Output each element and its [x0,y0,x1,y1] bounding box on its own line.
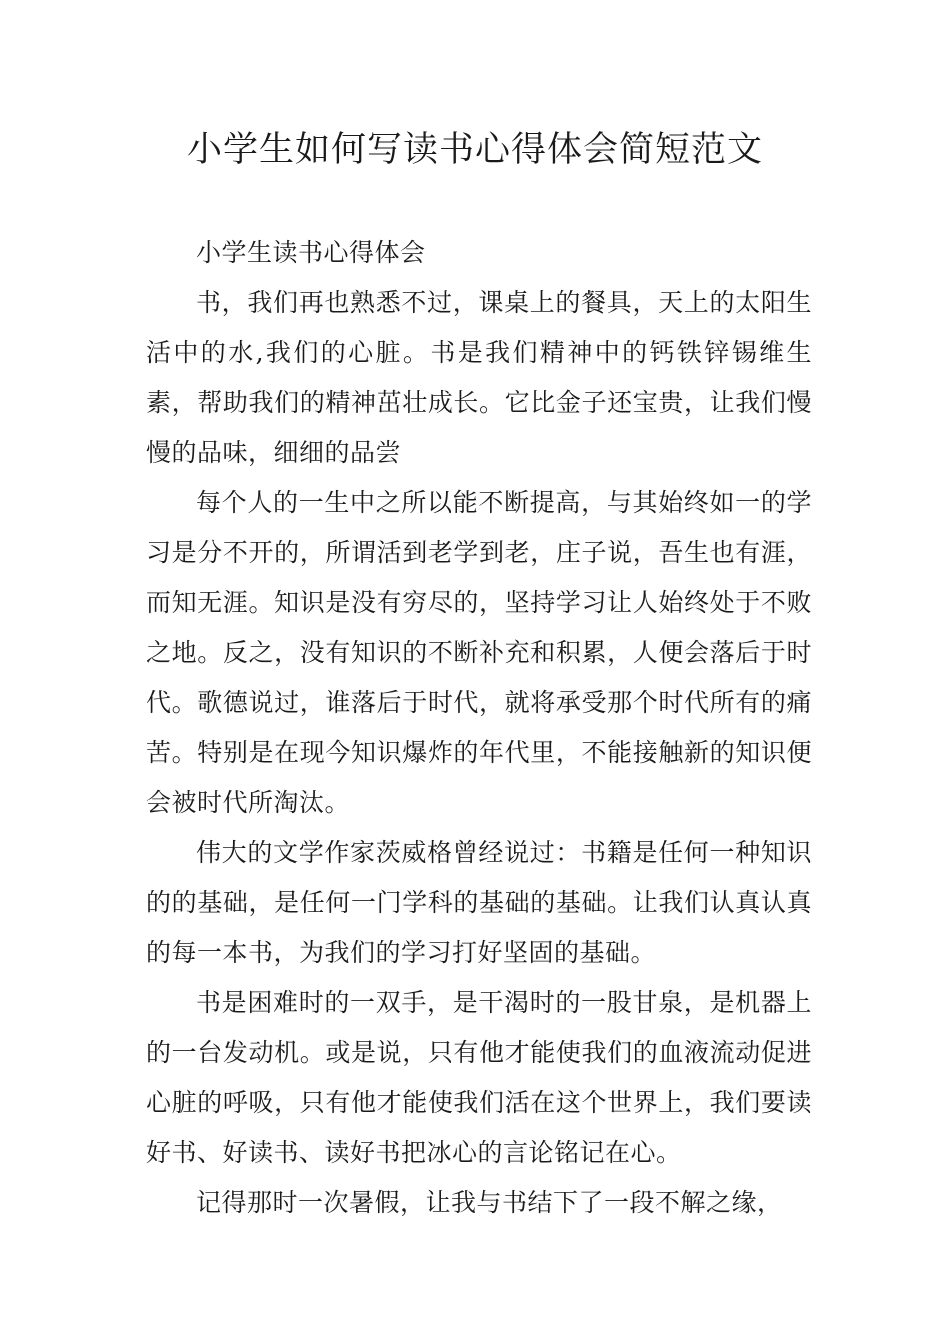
document-title: 小学生如何写读书心得体会简短范文 [186,130,763,170]
body-paragraph: 书，我们再也熟悉不过，课桌上的餐具，天上的太阳生活中的水,我们的心脏。书是我们精神中的钙铁锌锡维生素，帮助我们的精神茁壮成长。它比金子还宝贵，让我们慢慢的品味，细细的品尝 [146,288,812,467]
body-paragraph: 伟大的文学作家茨威格曾经说过：书籍是任何一种知识的的基础，是任何一门学科的基础的基础。让我们认真认真的每一本书，为我们的学习打好坚固的基础。 [146,838,812,967]
body-paragraph: 每个人的一生中之所以能不断提高，与其始终如一的学习是分不开的，所谓活到老学到老，庄子说，吾生也有涯，而知无涯。知识是没有穷尽的，坚持学习让人始终处于不败之地。反之，没有知识的不断补充和积累，人便会落后于时代。歌德说过，谁落后于时代，就将承受那个时代所有的痛苦。特别是在现今知识爆炸的年代里，不能接触新的知识便会被时代所淘汰。 [146,488,812,817]
subtitle-paragraph: 小学生读书心得体会 [196,238,426,267]
document-body [146,228,812,1228]
body-paragraph: 书是困难时的一双手，是干渴时的一股甘泉，是机器上的一台发动机。或是说，只有他才能使我们的血液流动促进心脏的呼吸，只有他才能使我们活在这个世界上，我们要读好书、好读书、读好书把冰心的言论铭记在心。 [146,988,812,1167]
body-paragraph: 记得那时一次暑假，让我与书结下了一段不解之缘， [196,1188,783,1217]
